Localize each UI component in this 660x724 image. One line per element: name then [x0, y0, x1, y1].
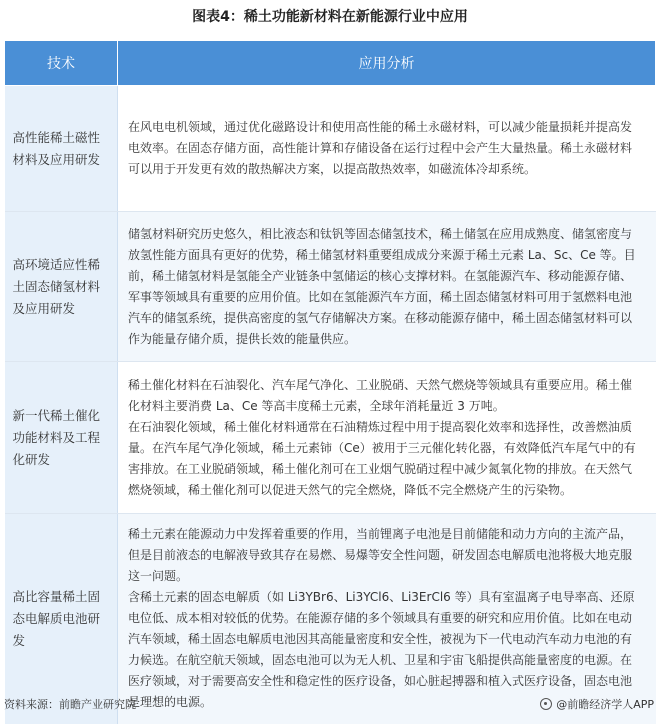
table-header-row — [5, 41, 656, 86]
analysis-paragraph: 稀土催化材料在石油裂化、汽车尾气净化、工业脱硝、天然气燃烧等领域具有重要应用。稀土催化材料主要消费 La、Ce 等高丰度稀土元素，全球年消耗量近 3 万吨。 — [128, 377, 633, 413]
table-row — [5, 514, 656, 724]
analysis-paragraph: 稀土元素在能源动力中发挥着重要的作用，当前锂离子电池是目前储能和动力方向的主流产品，但是目前液态的电解液导致其存在易燃、易爆等安全性问题，研发固态电解质电池将极大地克服这一问题。 — [128, 527, 633, 584]
tech-cell: 高比容量稀土固态电解质电池研发 — [5, 514, 118, 724]
source-note: 资料来源：前瞻产业研究院 — [4, 698, 136, 711]
figure-title: 图表4：稀土功能新材料在新能源行业中应用 — [192, 9, 468, 25]
analysis-cell — [118, 212, 656, 362]
tech-cell: 高性能稀土磁性材料及应用研发 — [5, 86, 118, 212]
tech-cell: 新一代稀土催化功能材料及工程化研发 — [5, 362, 118, 514]
table-row — [5, 86, 656, 212]
analysis-paragraph: 储氢材料研究历史悠久，相比液态和钛钒等固态储氢技术，稀土储氢在应用成熟度、储氢密度与放氢性能方面具有更好的优势，稀土储氢材料重要组成成分来源于稀土元素 La、Sc、Ce 等。目前，稀土储氢材料是氢能全产业链条中氢储运的核心支撑材料。在氢能源汽车、移动能源存储、军事等领域具有重要的应用价值。比如在氢能源汽车方面，稀土固态储氢材料可用于氢燃料电池汽车的储氢系统，提供高密度的氢气存储解决方案。在移动能源存储中，稀土固态储氢材料可以作为能量存储介质，提供长效的能量供应。 — [128, 226, 636, 346]
tech-cell: 高环境适应性稀土固态储氢材料及应用研发 — [5, 212, 118, 362]
brand-logo-icon — [540, 698, 552, 710]
analysis-cell — [118, 86, 656, 212]
application-table — [4, 40, 656, 724]
table-row — [5, 212, 656, 362]
header-tech: 技术 — [5, 41, 118, 86]
header-analysis: 应用分析 — [118, 41, 656, 86]
brand-credit — [540, 696, 654, 712]
table-row — [5, 362, 656, 514]
analysis-cell — [118, 514, 656, 724]
analysis-paragraph: 含稀土元素的固态电解质（如 Li3YBr6、Li3YCl6、Li3ErCl6 等）具有室温离子电导率高、还原电位低、成本相对较低的优势。在能源存储的多个领域具有重要的研究和应用价值。比如在电动汽车领域，稀土固态电解质电池因其高能量密度和安全性，被视为下一代电动汽车动力电池的有力候选。在航空航天领域，固态电池可以为无人机、卫星和宇宙飞船提供高能量密度的电源。在医疗领域，对于需要高安全性和稳定性的医疗设备，如心脏起搏器和植入式医疗设备，固态电池是理想的电源。 — [128, 590, 635, 710]
brand-label: @前瞻经济学人APP — [556, 698, 654, 711]
analysis-paragraph: 在石油裂化领域，稀土催化材料通常在石油精炼过程中用于提高裂化效率和选择性，改善燃油质量。在汽车尾气净化领域，稀土元素铈（Ce）被用于三元催化转化器，有效降低汽车尾气中的有害排放。在工业脱硝领域，稀土催化剂可在工业烟气脱硝过程中减少氮氧化物的排放。在天然气燃烧领域，稀土催化剂可以促进天然气的完全燃烧，降低不完全燃烧产生的污染物。 — [128, 419, 636, 497]
analysis-cell — [118, 362, 656, 514]
analysis-paragraph: 在风电电机领域，通过优化磁路设计和使用高性能的稀土永磁材料，可以减少能量损耗并提高发电效率。在固态存储方面，高性能计算和存储设备在运行过程中会产生大量热量。稀土永磁材料可以用于开发更有效的散热解决方案，以提高散热效率，如磁流体冷却系统。 — [128, 120, 633, 176]
